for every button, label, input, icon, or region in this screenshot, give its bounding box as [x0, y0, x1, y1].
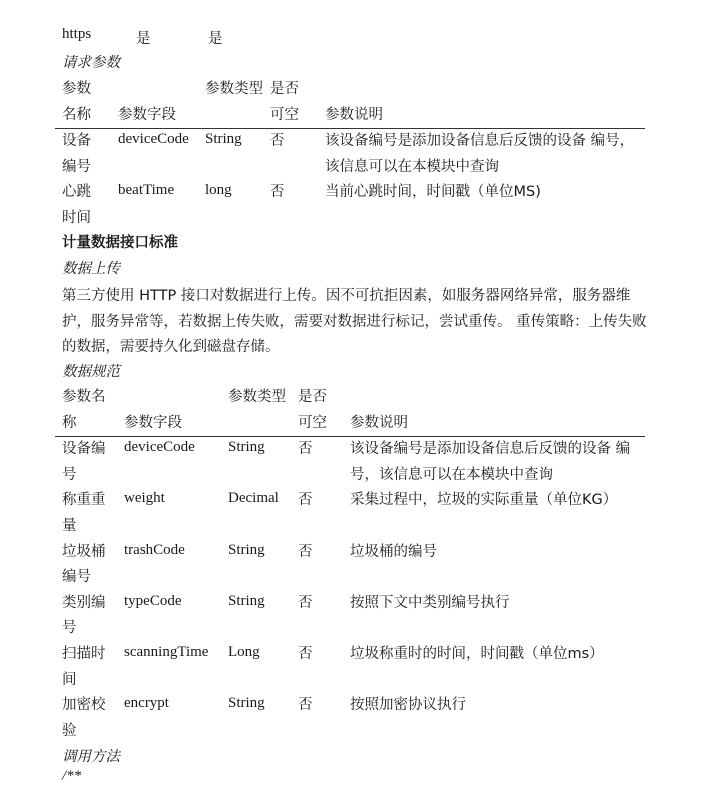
param-name: 垃圾桶编号	[62, 543, 106, 586]
param-type: String	[228, 695, 265, 712]
param-description: 当前心跳时间，时间戳（单位MS)	[325, 184, 541, 201]
column-header: 是否可空	[270, 81, 299, 123]
table-row	[55, 642, 645, 693]
top-row-col3: 是	[208, 31, 223, 47]
param-nullable: 否	[298, 492, 313, 509]
table-row	[55, 693, 645, 744]
table-header-row	[55, 77, 645, 129]
param-description: 按照下文中类别编号执行	[350, 594, 510, 611]
param-field: encrypt	[124, 695, 169, 712]
data-spec-title: 数据规范	[62, 364, 120, 380]
param-type: String	[228, 541, 265, 558]
top-row-col2: 是	[136, 31, 151, 47]
column-header: 参数名称	[62, 389, 106, 431]
param-nullable: 否	[298, 543, 313, 560]
param-name: 扫描时间	[62, 645, 106, 688]
param-field: trashCode	[124, 541, 185, 558]
section-heading: 计量数据接口标准	[62, 235, 178, 251]
param-field: deviceCode	[124, 439, 195, 456]
request-params-title: 请求参数	[62, 55, 120, 71]
upload-paragraph: 第三方使用 HTTP 接口对数据进行上传。因不可抗拒因素，如服务器网络异常，服务器维护，服务异常等，若数据上传失败，需要对数据进行标记，尝试重传。 重传策略：上传失败的数据，需要持久化到磁盘存储。	[62, 288, 647, 356]
column-header: 参数名称	[62, 81, 91, 123]
column-header: 参数字段	[124, 414, 182, 431]
param-nullable: 否	[298, 594, 313, 611]
param-description: 采集过程中，垃圾的实际重量（单位KG）	[350, 492, 618, 509]
table-row	[55, 540, 645, 591]
column-header: 参数字段	[118, 106, 176, 123]
param-type: String	[228, 439, 265, 456]
param-type: String	[228, 592, 265, 609]
table-row	[55, 180, 645, 231]
table-row	[55, 129, 645, 180]
column-header: 参数说明	[325, 106, 383, 123]
param-name: 加密校验	[62, 697, 106, 739]
table-row	[55, 437, 645, 488]
param-field: beatTime	[118, 182, 175, 199]
param-type: Decimal	[228, 490, 279, 507]
param-name: 心跳时间	[62, 184, 91, 226]
request-params-table	[55, 77, 645, 232]
param-type: long	[205, 182, 232, 199]
column-header: 参数说明	[350, 414, 408, 431]
param-description: 该设备编号是添加设备信息后反馈的设备 编号，该信息可以在本模块中查询	[350, 441, 631, 483]
data-spec-table	[55, 385, 645, 744]
call-method-title: 调用方法	[62, 749, 120, 765]
param-type: Long	[228, 643, 260, 660]
param-name: 类别编号	[62, 594, 106, 637]
code-comment-start: /**	[62, 768, 82, 784]
column-header: 是否可空	[298, 389, 327, 431]
table-header-row	[55, 385, 645, 437]
upload-title: 数据上传	[62, 261, 120, 277]
param-description: 该设备编号是添加设备信息后反馈的设备 编号，该信息可以在本模块中查询	[325, 133, 635, 175]
param-field: weight	[124, 490, 165, 507]
param-field: scanningTime	[124, 643, 209, 660]
param-nullable: 否	[298, 441, 313, 458]
column-header: 参数类型	[205, 81, 263, 97]
column-header: 参数类型	[228, 389, 286, 405]
param-type: String	[205, 131, 242, 148]
param-nullable: 否	[298, 697, 313, 714]
param-name: 称重重量	[62, 492, 106, 534]
param-description: 按照加密协议执行	[350, 697, 466, 714]
param-nullable: 否	[298, 645, 313, 662]
param-nullable: 否	[270, 184, 285, 201]
protocol-value: https	[62, 26, 92, 42]
param-name: 设备编号	[62, 133, 91, 175]
param-description: 垃圾桶的编号	[350, 543, 437, 560]
table-row	[55, 488, 645, 539]
param-description: 垃圾称重时的时间，时间戳（单位ms）	[350, 645, 604, 662]
param-name: 设备编号	[62, 441, 106, 483]
table-row	[55, 591, 645, 642]
param-nullable: 否	[270, 133, 285, 150]
param-field: deviceCode	[118, 131, 189, 148]
param-field: typeCode	[124, 592, 182, 609]
